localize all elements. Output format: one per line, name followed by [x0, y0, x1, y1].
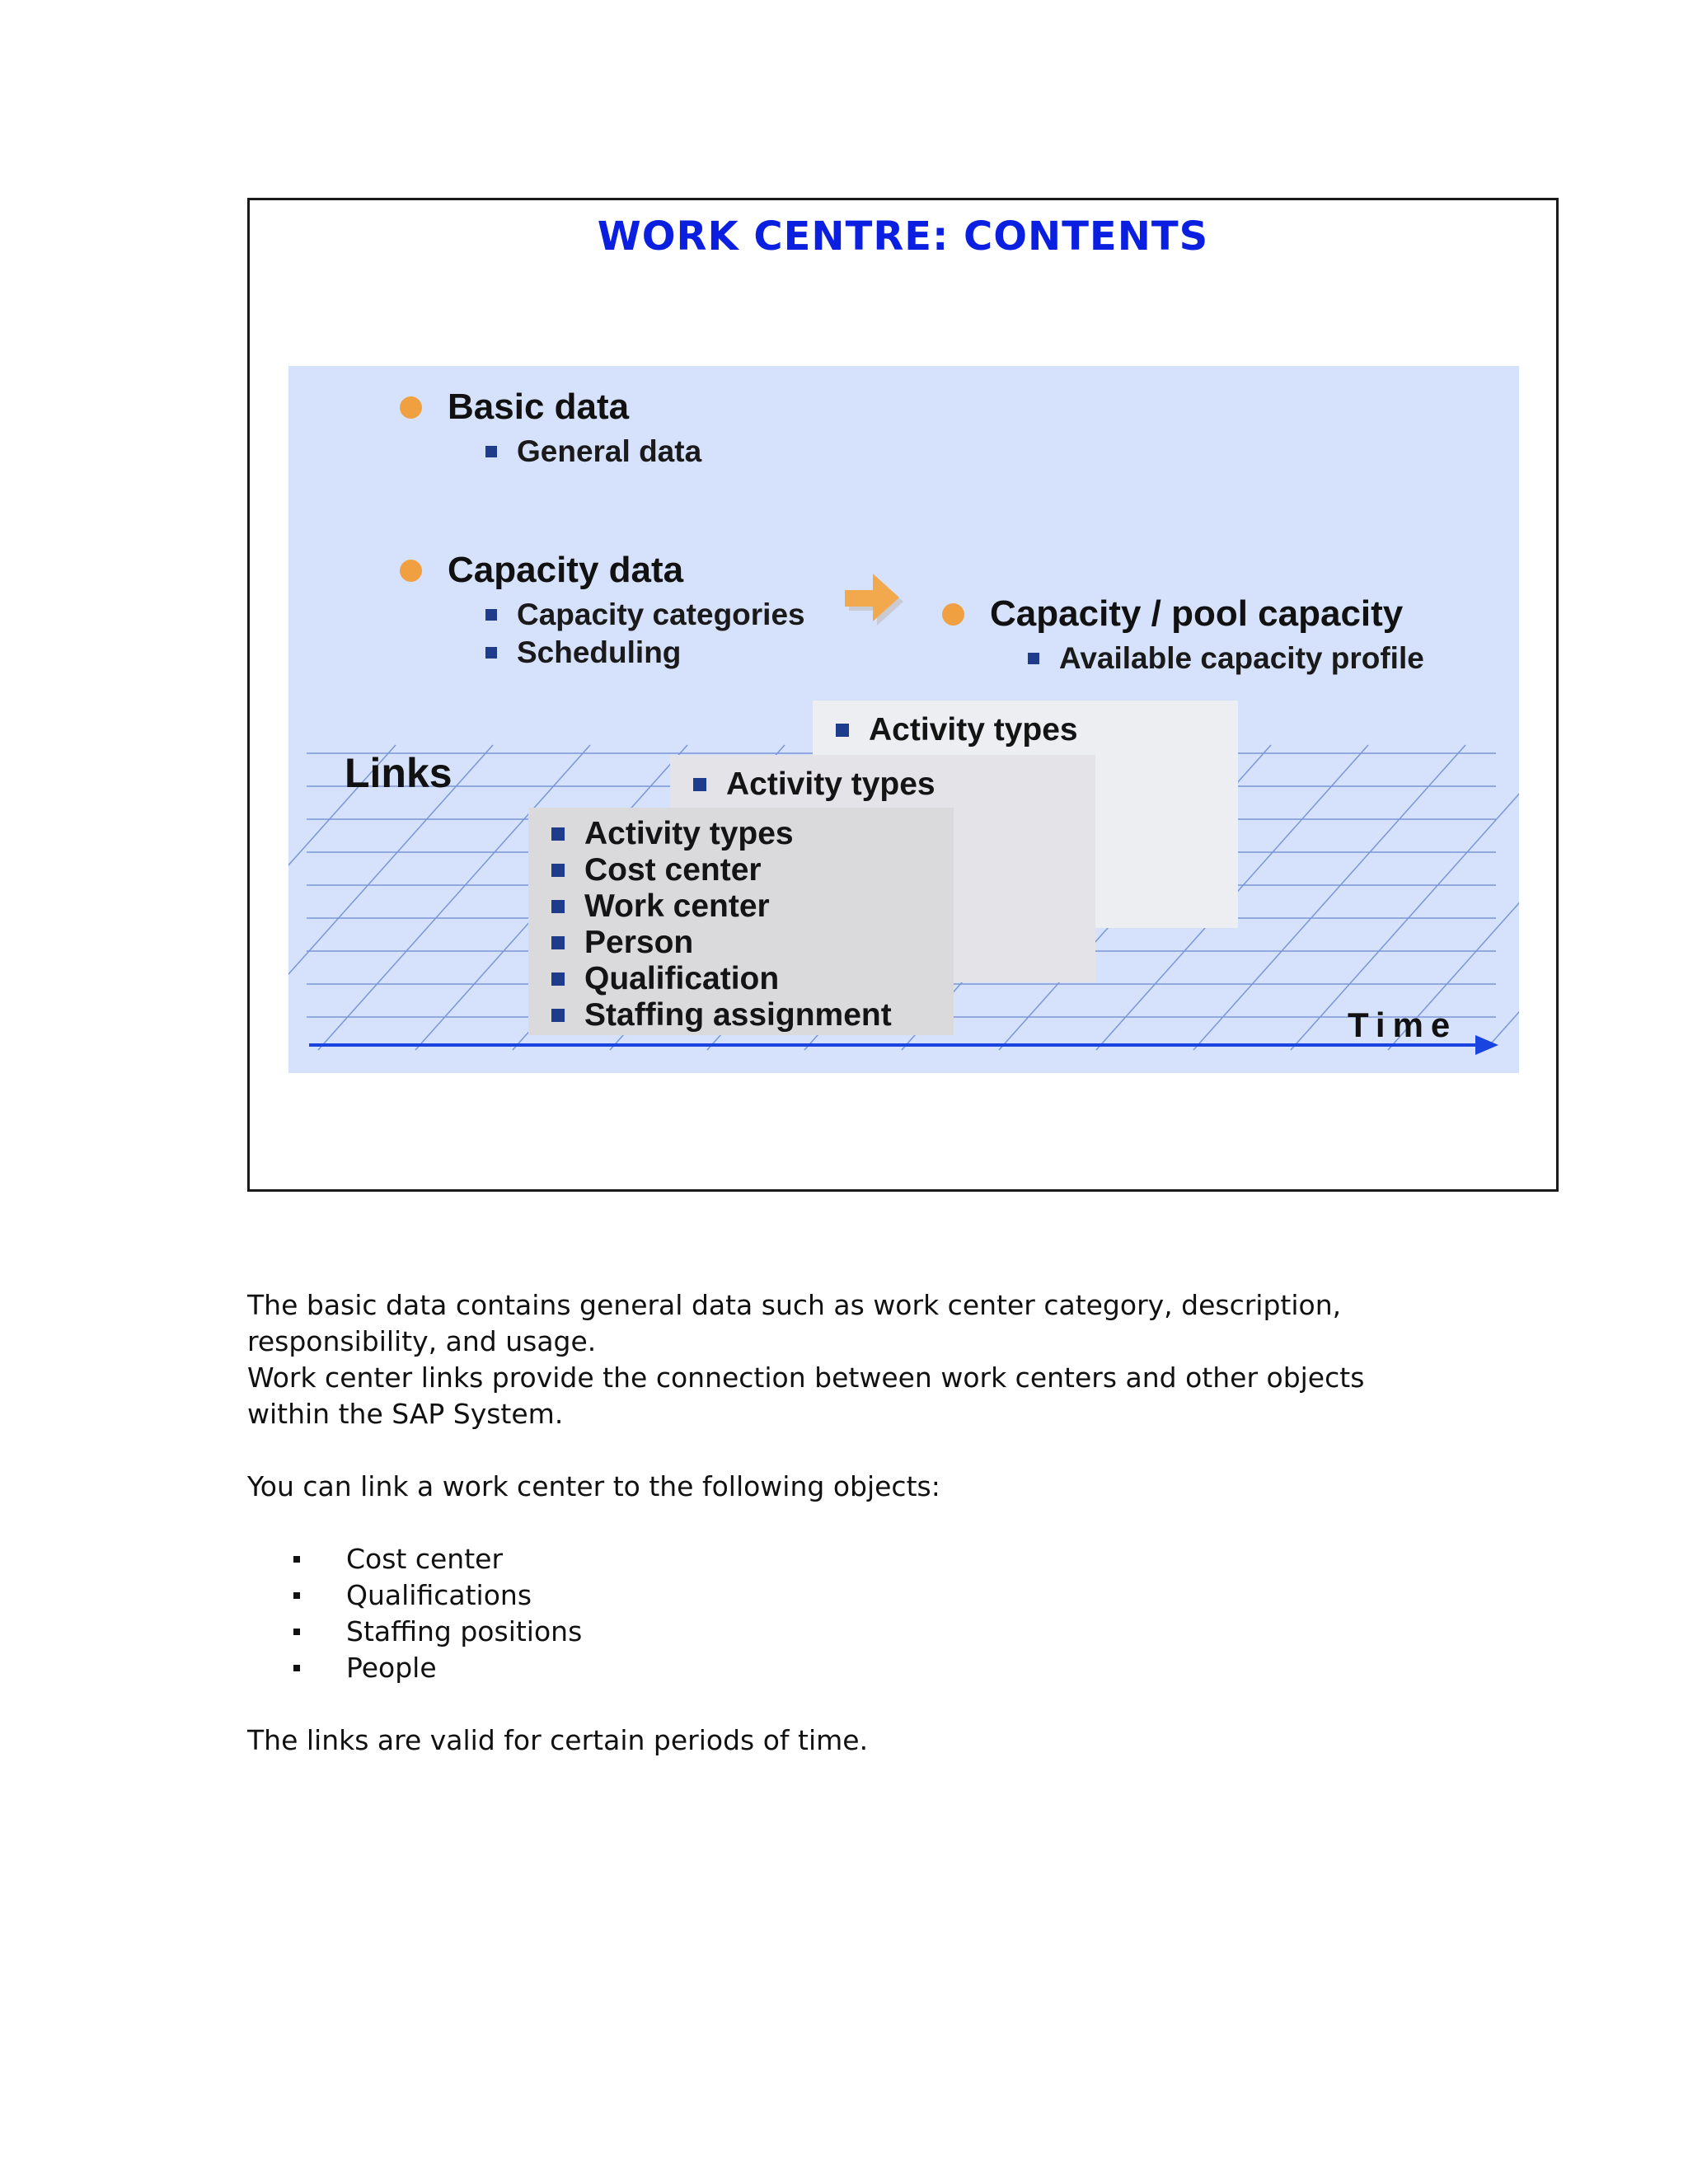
- card-item-label: Staffing assignment: [584, 997, 892, 1033]
- list-item: [551, 997, 954, 1033]
- link-card-front: [528, 808, 954, 1035]
- card-item-label: Work center: [584, 888, 770, 924]
- bullet-square-icon: [485, 609, 497, 621]
- card-item-label: Cost center: [584, 852, 762, 888]
- basic-data-heading: Basic data: [448, 387, 630, 427]
- capacity-data-section: [400, 550, 805, 672]
- paragraph: responsibility, and usage.: [247, 1325, 597, 1357]
- bullet-square-icon: [293, 1629, 300, 1635]
- bullet-square-icon: [551, 864, 565, 877]
- body-text: [247, 1287, 1484, 1759]
- card-item-label: Qualification: [584, 961, 780, 996]
- paragraph: within the SAP System.: [247, 1398, 564, 1430]
- right-arrow-icon: [843, 570, 904, 628]
- list-item: [551, 925, 954, 961]
- capacity-pool-section: [942, 593, 1424, 677]
- card-item-label: Activity types: [869, 712, 1078, 748]
- paragraph: Work center links provide the connection between work centers and other objects: [247, 1361, 1365, 1394]
- list-item: [485, 634, 805, 672]
- list-item: [551, 852, 954, 888]
- card-item-label: Activity types: [584, 816, 794, 851]
- link-objects-list: [247, 1541, 1484, 1686]
- bullet-square-icon: [485, 446, 497, 457]
- slide-frame: [247, 198, 1559, 1192]
- list-item: [1028, 640, 1424, 677]
- bullet-dot-icon: [942, 603, 964, 626]
- bullet-square-icon: [551, 936, 565, 949]
- paragraph: The basic data contains general data such as work center category, description,: [247, 1289, 1342, 1321]
- list-item: [551, 816, 954, 852]
- bullet-square-icon: [693, 778, 706, 791]
- capacity-data-heading: Capacity data: [448, 550, 684, 590]
- time-axis-label: Time: [1348, 1005, 1458, 1044]
- list-item: [485, 596, 805, 634]
- bullet-square-icon: [836, 724, 849, 737]
- list-item: [485, 433, 701, 471]
- paragraph: You can link a work center to the following objects:: [247, 1470, 940, 1502]
- paragraph: The links are valid for certain periods of time.: [247, 1724, 869, 1756]
- bullet-square-icon: [551, 1009, 565, 1022]
- list-item: Qualifications: [293, 1577, 1484, 1614]
- bullet-square-icon: [485, 647, 497, 658]
- capacity-pool-heading: Capacity / pool capacity: [990, 593, 1404, 634]
- basic-data-section: [400, 387, 701, 471]
- list-item: Cost center: [293, 1541, 1484, 1577]
- bullet-square-icon: [293, 1592, 300, 1599]
- bullet-dot-icon: [400, 396, 422, 419]
- list-item: Staffing positions: [293, 1614, 1484, 1650]
- links-label: Links: [345, 750, 452, 796]
- bullet-square-icon: [551, 827, 565, 841]
- list-item: [836, 712, 1238, 748]
- bullet-square-icon: [1028, 653, 1039, 664]
- bullet-square-icon: [551, 900, 565, 913]
- basic-data-item: General data: [517, 434, 702, 468]
- card-item-label: Person: [584, 925, 694, 960]
- bullet-dot-icon: [400, 560, 422, 582]
- capacity-data-item: Scheduling: [517, 635, 682, 669]
- bullet-square-icon: [293, 1556, 300, 1563]
- slide-title: WORK CENTRE: CONTENTS: [597, 213, 1209, 260]
- card-item-label: Activity types: [726, 766, 935, 802]
- bullet-square-icon: [551, 972, 565, 986]
- list-item: [693, 766, 1095, 803]
- list-item: [551, 961, 954, 997]
- list-item: [551, 888, 954, 925]
- list-item: People: [293, 1650, 1484, 1686]
- bullet-square-icon: [293, 1665, 300, 1671]
- diagram-panel: [288, 366, 1519, 1073]
- capacity-data-item: Capacity categories: [517, 598, 805, 631]
- capacity-pool-item: Available capacity profile: [1059, 641, 1424, 675]
